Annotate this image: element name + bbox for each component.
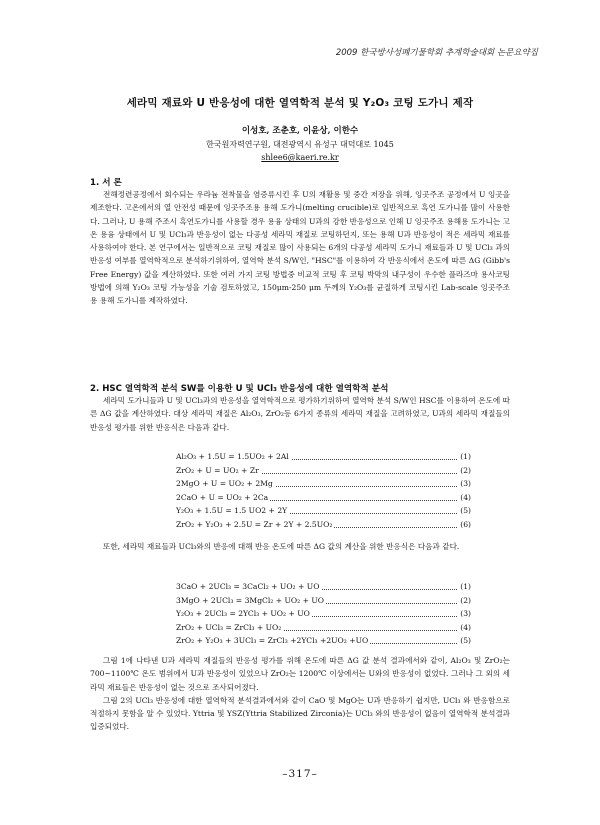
equation-number: (3) — [458, 607, 471, 621]
equation-expr: 3CaO + 2UCl₃ = 3CaCl₂ + UO₂ + UO — [176, 582, 320, 591]
equation-expr: ZrO₂ + UCl₃ = ZrCl₃ + UO₂ — [176, 622, 282, 632]
equation-row — [176, 504, 471, 518]
equation-expr: 2MgO + U = UO₂ + 2Mg — [176, 479, 273, 489]
section-2-intro — [90, 394, 510, 434]
section-1-paragraph: 전해정련공정에서 회수되는 우라늄 전착물을 염증류시킨 후 U의 재활용 및 중간 저장을 위해, 잉곳주조 공정에서 U 잉곳을 제조한다. 고온에서의 열 안전성 때문에 잉곳주조용 용해 도가니(melting crucible)로 일반적으로 흑연 도가니를 많이 사용한다. 그러나, U 용해 주조시 흑연도가니를 사용할 경우 용융 상태의 U과의 강한 반응성으로 인해 U 잉곳주조 용해용 도가니는 고온 용융 상태에서 U 및 UCl₃과 반응성이 없는 다공성 세라믹 재질로 코팅하던지, 또는 용해 U과 반응성이 적은 세라믹 재료를 사용하여야 한다. 본 연구에서는 일반적으로 코팅 재질로 많이 사용되는 6개의 다공성 세라믹 도가니 재료들과 U 및 UCl₃ 과의 반응성 여부를 열역학적으로 분석하기위하여, 열역학 분석 S/W인, "HSC"를 이용하여 각 반응식에서 온도에 따른 ΔG (Gibb's Free Energy) 값을 계산하였다. 또한 여러 가지 코팅 방법중 비교적 코팅 후 코팅 박막의 내구성이 우수한 플라즈마 용사코팅 방법에 의해 Y₂O₃ 코팅 가능성을 기술 검토하였고, 150μm-250 μm 두께의 Y₂O₃를 균질하게 코팅시킨 Lab-scale 잉곳주조용 용해 도가니를 제작하였다. — [90, 190, 510, 306]
equation-row — [176, 580, 471, 594]
equation-row — [176, 491, 471, 505]
section-2-intro-paragraph: 세라믹 도가니들과 U 및 UCl₃과의 반응성을 열역학적으로 평가하기위하여 열역학 분석 S/W인 HSC를 이용하여 온도에 따른 ΔG 값을 계산하였다. 대상 세라믹 재질은 Al₂O₃, ZrO₂등 6가지 종류의 세라믹 재질을 고려하였고, U과의 세라믹 재질들의 반응성 평가를 위한 반응식은 다음과 같다. — [90, 396, 510, 432]
equation-row — [176, 464, 471, 478]
equation-number: (1) — [458, 450, 471, 464]
running-header: 2009 한국방사성폐기물학회 추계학술대회 논문요약집 — [335, 48, 538, 58]
equation-number: (4) — [458, 621, 471, 635]
section-1-heading: 1. 서 론 — [90, 178, 122, 188]
author-list: 이성호, 조춘호, 이윤상, 이한수 — [241, 126, 359, 136]
equation-row — [176, 594, 471, 608]
equation-number: (2) — [458, 464, 471, 478]
equation-number: (1) — [458, 580, 471, 594]
author-email-link[interactable]: shlee6@kaeri.re.kr — [261, 153, 339, 162]
ucl3-intro-paragraph: 또한, 세라믹 재료들과 UCl₃와의 반응에 대해 반응 온도에 따른 ΔG 값의 계산을 위한 반응식은 다음과 같다. — [103, 542, 460, 551]
equation-row — [176, 518, 471, 532]
equation-expr: Y₂O₃ + 2UCl₃ = 2YCl₃ + UO₂ + UO — [176, 609, 310, 619]
equation-expr: Al₂O₃ + 1.5U = 1.5UO₂ + 2Al — [176, 452, 289, 461]
equation-number: (6) — [458, 518, 471, 532]
results-paragraph-2: 그림 2의 UCl₃ 반응성에 대한 열역학적 분석결과에서와 같이 CaO 및 MgO는 U과 반응하기 쉽지만, UCl₃ 와 반응함으로 적절하지 못함을 알 수 있었다. Yttria 및 YSZ(Yttria Stabilized Zirconia)는 UCl₃ 와의 반응성이 없음이 열역학적 분석결과 입증되었다. — [90, 695, 510, 732]
equation-number: (2) — [458, 594, 471, 608]
equation-expr: 2CaO + U = UO₂ + 2Ca — [176, 492, 269, 502]
equation-number: (5) — [458, 634, 471, 648]
equation-expr: Y₂O₃ + 1.5U = 1.5 UO2 + 2Y — [176, 506, 288, 516]
u-reaction-equations — [176, 450, 471, 532]
equation-row — [176, 450, 471, 464]
equation-number: (4) — [458, 491, 471, 505]
equation-expr: ZrO₂ + U = UO₂ + Zr — [176, 465, 259, 475]
section-1-body — [90, 188, 510, 308]
equation-expr: ZrO₂ + Y₂O₃ + 3UCl₃ = ZrCl₃ +2YCl₃ +2UO₂ +UO — [176, 636, 369, 646]
section-2-heading: 2. HSC 열역학적 분석 SW를 이용한 U 및 UCl₃ 반응성에 대한 열역학적 분석 — [90, 384, 389, 394]
equation-row — [176, 477, 471, 491]
paper-title: 세라믹 재료와 U 반응성에 대한 열역학적 분석 및 Y₂O₃ 코팅 도가니 제작 — [126, 97, 474, 109]
equation-expr: 3MgO + 2UCl₃ = 3MgCl₂ + UO₂ + UO — [176, 595, 325, 605]
results-body — [90, 654, 510, 734]
equation-row — [176, 634, 471, 648]
equation-number: (5) — [458, 504, 471, 518]
equation-number: (3) — [458, 477, 471, 491]
results-paragraph-1: 그림 1에 나타낸 U과 세라믹 재질들의 반응성 평가를 위해 온도에 따른 ΔG 값 분석 결과에서와 같이, Al₂O₃ 및 ZrO₂는 700~1100℃ 온도 범위에서 U과 반응성이 있었으나 ZrO₂는 1200℃ 이상에서는 U와의 반응성이 없었다. 그러나 그 외의 세라믹 재료들은 반응성이 없는 것으로 조사되어졌다. — [90, 656, 510, 692]
ucl3-intro — [90, 540, 510, 553]
ucl3-reaction-equations — [176, 580, 471, 648]
page-number: –317– — [282, 768, 318, 780]
equation-row — [176, 621, 471, 635]
equation-expr: ZrO₂ + Y₂O₃ + 2.5U = Zr + 2Y + 2.5UO₂ — [176, 519, 333, 529]
affiliation: 한국원자력연구원, 대전광역시 유성구 대덕대로 1045 — [206, 140, 394, 149]
equation-row — [176, 607, 471, 621]
